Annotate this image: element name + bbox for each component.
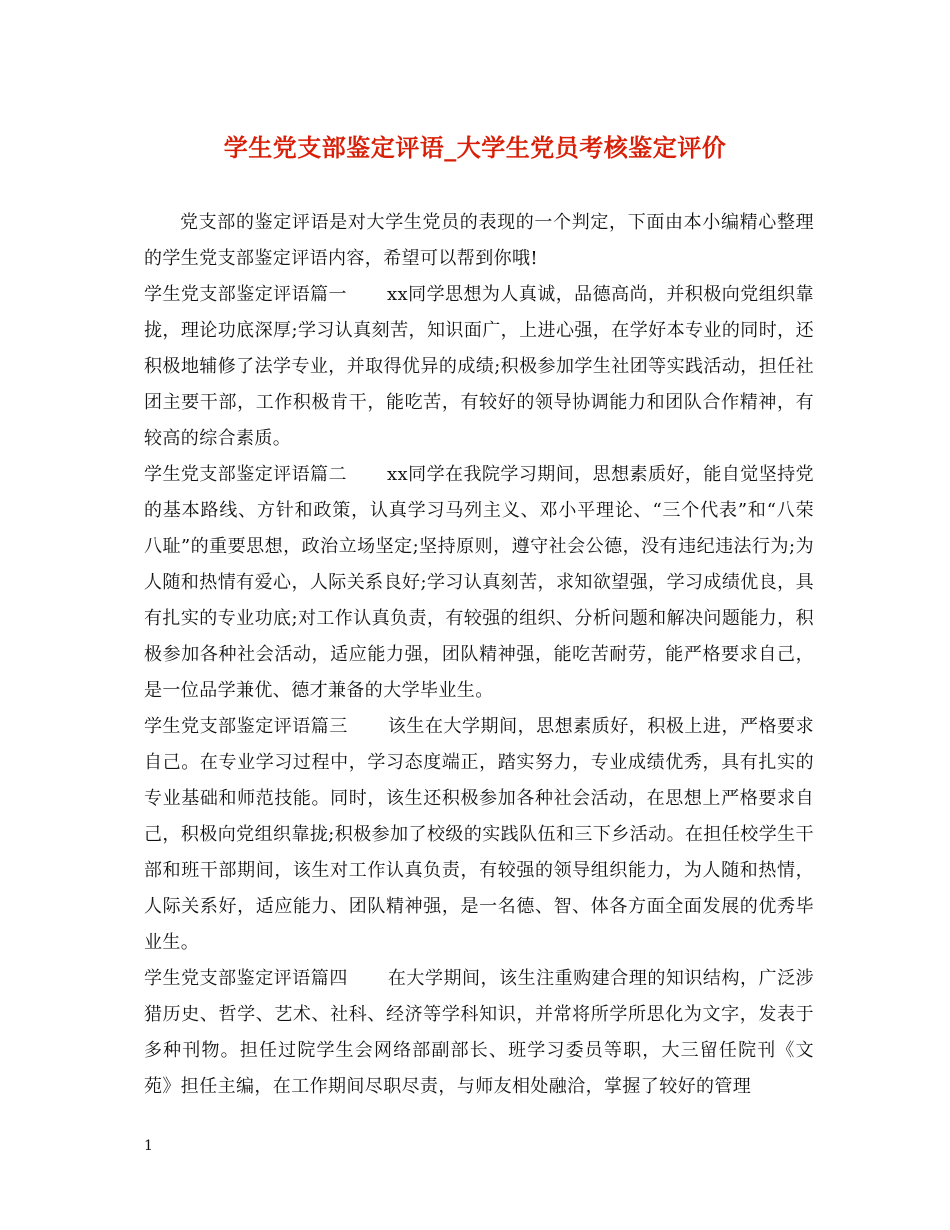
section-text-3: 该生在大学期间，思想素质好，积极上进，严格要求自己。在专业学习过程中，学习态度端正，踏实努力，专业成绩优秀，具有扎实的专业基础和师范技能。同时，该生还积极参加各种社会活动，在思想上严格要求自己，积极向党组织靠拢;积极参加了校级的实践队伍和三下乡活动。在担任校学生干部和班干部期间，该生对工作认真负责，有较强的领导组织能力，为人随和热情，人际关系好，适应能力、团队精神强，是一名德、智、体各方面全面发展的优秀毕业生。: [144, 716, 814, 953]
section-paragraph-1: [144, 277, 814, 457]
page-number: 1: [144, 1138, 153, 1154]
section-label-4: 学生党支部鉴定评语篇四: [144, 968, 348, 989]
section-text-1: xx同学思想为人真诚，品德高尚，并积极向党组织靠拢，理论功底深厚;学习认真刻苦，知识面广，上进心强，在学好本专业的同时，还积极地辅修了法学专业，并取得优异的成绩;积极参加学生社团等实践活动，担任社团主要干部，工作积极肯干，能吃苦，有较好的领导协调能力和团队合作精神，有较高的综合素质。: [144, 284, 814, 449]
section-label-3: 学生党支部鉴定评语篇三: [144, 716, 348, 737]
section-paragraph-2: [144, 457, 814, 709]
section-paragraph-4: [144, 961, 814, 1105]
section-paragraph-3: [144, 709, 814, 961]
section-text-4: 在大学期间，该生注重购建合理的知识结构，广泛涉猎历史、哲学、艺术、社科、经济等学科知识，并常将所学所思化为文字，发表于多种刊物。担任过院学生会网络部副部长、班学习委员等职，大三留任院刊《文苑》担任主编，在工作期间尽职尽责，与师友相处融洽，掌握了较好的管理: [144, 968, 814, 1097]
section-text-2: xx同学在我院学习期间，思想素质好，能自觉坚持党的基本路线、方针和政策，认真学习马列主义、邓小平理论、“三个代表”和“八荣八耻”的重要思想，政治立场坚定;坚持原则，遵守社会公德，没有违纪违法行为;为人随和热情有爱心，人际关系良好;学习认真刻苦，求知欲望强，学习成绩优良，具有扎实的专业功底;对工作认真负责，有较强的组织、分析问题和解决问题能力，积极参加各种社会活动，适应能力强，团队精神强，能吃苦耐劳，能严格要求自己，是一位品学兼优、德才兼备的大学毕业生。: [144, 464, 814, 701]
document-body: [144, 205, 814, 1105]
document-title: 学生党支部鉴定评语_大学生党员考核鉴定评价: [223, 133, 727, 162]
section-label-2: 学生党支部鉴定评语篇二: [144, 464, 347, 485]
intro-paragraph: 党支部的鉴定评语是对大学生党员的表现的一个判定，下面由本小编精心整理的学生党支部鉴定评语内容，希望可以帮到你哦!: [144, 212, 814, 269]
section-label-1: 学生党支部鉴定评语篇一: [144, 284, 347, 305]
